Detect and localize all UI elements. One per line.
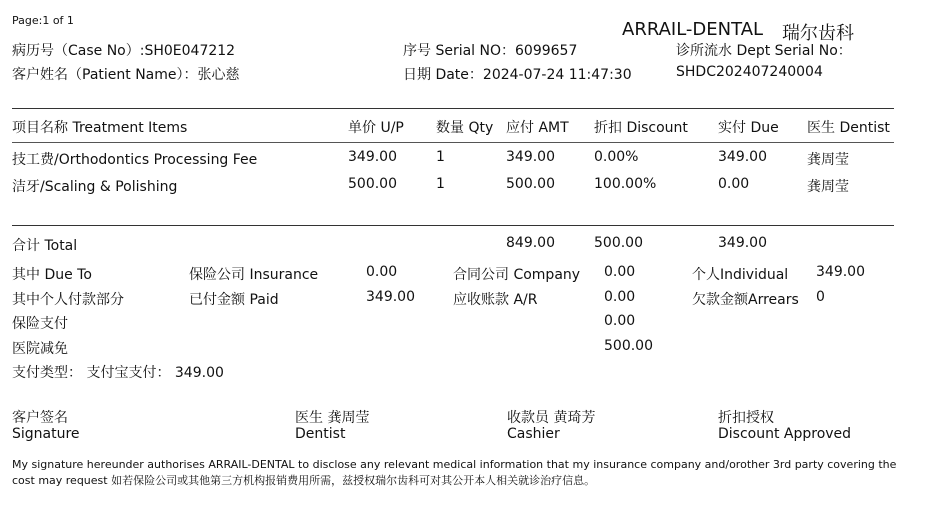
customer-signature-cn: 客户签名 bbox=[12, 410, 68, 426]
case-number: 病历号（Case No）:SH0E047212 bbox=[12, 43, 236, 59]
brand-name-cn: 瑞尔齿科 bbox=[782, 23, 854, 44]
header-qty: 数量 Qty bbox=[436, 120, 494, 136]
divider bbox=[12, 142, 894, 143]
header-discount: 折扣 Discount bbox=[594, 120, 688, 136]
page-indicator: Page:1 of 1 bbox=[12, 14, 74, 27]
cell-due: 0.00 bbox=[718, 176, 750, 192]
header-due: 实付 Due bbox=[718, 120, 779, 136]
payment-type: 支付类型： 支付宝支付： 349.00 bbox=[12, 365, 224, 381]
cell-amt: 349.00 bbox=[506, 149, 555, 165]
cashier-signature-block bbox=[507, 410, 707, 442]
patient-name: 客户姓名（Patient Name）：张心慈 bbox=[12, 67, 240, 83]
total-amt: 849.00 bbox=[506, 235, 555, 251]
individual-label: 个人Individual bbox=[692, 267, 789, 283]
header-dentist: 医生 Dentist bbox=[807, 120, 890, 136]
paid-value: 349.00 bbox=[366, 289, 415, 305]
dentist-signature-en: Dentist bbox=[295, 426, 346, 442]
arrears-value: 0 bbox=[816, 289, 825, 305]
cell-dentist: 龚周莹 bbox=[807, 152, 849, 168]
dept-serial-value: SHDC202407240004 bbox=[676, 64, 823, 80]
cell-dentist: 龚周莹 bbox=[807, 179, 849, 195]
table-row bbox=[12, 176, 897, 196]
authorization-statement: My signature hereunder authorises ARRAIL-DENTAL to disclose any relevant medical information that my insurance company and/orother 3rd party covering the cost may request 如若保险公司或其他第三方机构报销费用所需，兹授权瑞尔齿科可对其公开本人相关就诊治疗信息。 bbox=[12, 458, 897, 487]
header-unit-price: 单价 U/P bbox=[348, 120, 404, 136]
insurance-payment-label: 保险支付 bbox=[12, 316, 68, 332]
dentist-signature-cn: 医生 龚周莹 bbox=[295, 410, 370, 426]
brand-name: ARRAIL-DENTAL bbox=[622, 19, 764, 40]
cell-qty: 1 bbox=[436, 176, 445, 192]
cell-qty: 1 bbox=[436, 149, 445, 165]
divider bbox=[12, 225, 894, 226]
insurance-payment-value: 0.00 bbox=[604, 313, 636, 329]
cell-treatment: 洁牙/Scaling & Polishing bbox=[12, 179, 178, 195]
customer-signature-en: Signature bbox=[12, 426, 80, 442]
total-label: 合计 Total bbox=[12, 238, 78, 254]
total-due: 349.00 bbox=[718, 235, 767, 251]
cell-unit-price: 500.00 bbox=[348, 176, 397, 192]
header-amt: 应付 AMT bbox=[506, 120, 569, 136]
dept-serial-label: 诊所流水 Dept Serial No： bbox=[676, 43, 852, 59]
table-row bbox=[12, 149, 897, 169]
hospital-relief-value: 500.00 bbox=[604, 338, 653, 354]
customer-signature-block bbox=[12, 410, 212, 442]
table-header bbox=[12, 117, 897, 137]
discount-approval-block bbox=[718, 410, 918, 442]
company-label: 合同公司 Company bbox=[453, 267, 581, 283]
ar-value: 0.00 bbox=[604, 289, 636, 305]
discount-approval-en: Discount Approved bbox=[718, 426, 852, 442]
individual-value: 349.00 bbox=[816, 264, 865, 280]
insurance-label: 保险公司 Insurance bbox=[189, 267, 319, 283]
cell-discount: 100.00% bbox=[594, 176, 657, 192]
cell-due: 349.00 bbox=[718, 149, 767, 165]
insurance-value: 0.00 bbox=[366, 264, 398, 280]
due-to-label: 其中 Due To bbox=[12, 267, 92, 283]
cashier-signature-en: Cashier bbox=[507, 426, 560, 442]
visit-date: 日期 Date：2024-07-24 11:47:30 bbox=[403, 67, 632, 83]
cell-treatment: 技工费/Orthodontics Processing Fee bbox=[12, 152, 258, 168]
cashier-signature-cn: 收款员 黄琦芳 bbox=[507, 410, 596, 426]
paid-label: 已付金额 Paid bbox=[189, 292, 279, 308]
header-treatment: 项目名称 Treatment Items bbox=[12, 120, 188, 136]
total-discount: 500.00 bbox=[594, 235, 643, 251]
cell-unit-price: 349.00 bbox=[348, 149, 397, 165]
dentist-signature-block bbox=[295, 410, 495, 442]
cell-amt: 500.00 bbox=[506, 176, 555, 192]
cell-discount: 0.00% bbox=[594, 149, 639, 165]
ar-label: 应收账款 A/R bbox=[453, 292, 538, 308]
arrears-label: 欠款金额Arrears bbox=[692, 292, 799, 308]
serial-number: 序号 Serial NO：6099657 bbox=[403, 43, 578, 59]
discount-approval-cn: 折扣授权 bbox=[718, 410, 774, 426]
divider bbox=[12, 108, 894, 109]
hospital-relief-label: 医院减免 bbox=[12, 341, 68, 357]
company-value: 0.00 bbox=[604, 264, 636, 280]
personal-part-label: 其中个人付款部分 bbox=[12, 292, 124, 308]
totals-row bbox=[12, 235, 897, 255]
